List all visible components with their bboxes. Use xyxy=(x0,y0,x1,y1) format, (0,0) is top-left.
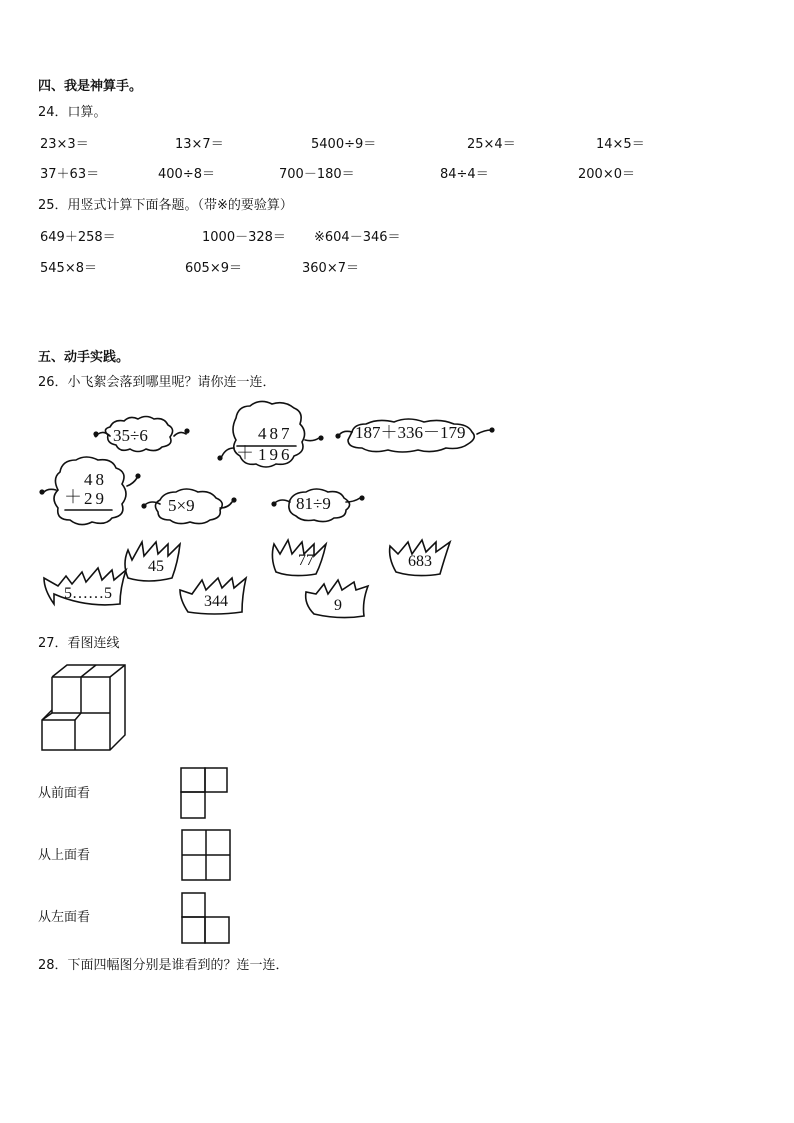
seed-expression-2-op: ＋ xyxy=(236,443,254,463)
seed-expression-5: 5×9 xyxy=(168,496,195,515)
vertical-calc-item: 649＋258＝ xyxy=(40,230,116,245)
question-27-label: 27．看图连线 xyxy=(38,636,120,651)
oral-calc-item: 200×0＝ xyxy=(578,167,635,182)
left-view-label: 从左面看 xyxy=(38,910,91,925)
front-view-label: 从前面看 xyxy=(38,786,91,801)
oral-calc-item: 14×5＝ xyxy=(596,137,645,152)
seed-expression-3: 187＋336－179 xyxy=(355,423,466,442)
top-view-label: 从上面看 xyxy=(38,848,91,863)
grass-answer-1: 45 xyxy=(148,558,164,575)
oral-calc-item: 5400÷9＝ xyxy=(311,137,377,152)
cube-stack-figure xyxy=(42,665,125,750)
oral-calc-item: 25×4＝ xyxy=(467,137,516,152)
seed-expression-2-bottom: 196 xyxy=(258,445,293,464)
seed-expression-1: 35÷6 xyxy=(113,426,148,445)
question-24-label: 24．口算。 xyxy=(38,105,107,120)
vertical-calc-item: 1000－328＝ xyxy=(202,230,286,245)
vertical-calc-item: 360×7＝ xyxy=(302,261,359,276)
left-view-figure xyxy=(182,893,229,943)
front-view-figure xyxy=(181,768,227,818)
oral-calc-item: 23×3＝ xyxy=(40,137,89,152)
vertical-calc-item: ※604－346＝ xyxy=(314,230,401,245)
seed-expression-4-bottom: 29 xyxy=(84,489,107,508)
question-28-label: 28．下面四幅图分别是谁看到的？连一连． xyxy=(38,958,289,973)
vertical-calc-item: 545×8＝ xyxy=(40,261,97,276)
top-view-figure xyxy=(182,830,230,880)
oral-calc-item: 13×7＝ xyxy=(175,137,224,152)
grass-answer-5: 344 xyxy=(204,593,228,610)
oral-calc-item: 700－180＝ xyxy=(279,167,355,182)
oral-calc-item: 37＋63＝ xyxy=(40,167,100,182)
vertical-calc-item: 605×9＝ xyxy=(185,261,242,276)
grass-answer-2: 77 xyxy=(298,552,314,569)
seed-expression-4-top: 48 xyxy=(84,470,107,489)
section-4-title: 四、我是神算手。 xyxy=(38,79,143,94)
seed-expression-2-top: 487 xyxy=(258,424,293,443)
seed-expression-4-op: ＋ xyxy=(64,487,82,507)
seed-expression-6: 81÷9 xyxy=(296,494,331,513)
question-26-label: 26．小飞絮会落到哪里呢？请你连一连． xyxy=(38,375,276,390)
grass-answer-6: 9 xyxy=(334,597,342,614)
grass-answer-4: 5……5 xyxy=(64,585,112,602)
grass-answer-3: 683 xyxy=(408,553,432,570)
oral-calc-item: 84÷4＝ xyxy=(440,167,489,182)
section-5-title: 五、动手实践。 xyxy=(38,350,130,365)
question-25-label: 25．用竖式计算下面各题。（带※的要验算） xyxy=(38,198,293,213)
oral-calc-item: 400÷8＝ xyxy=(158,167,215,182)
